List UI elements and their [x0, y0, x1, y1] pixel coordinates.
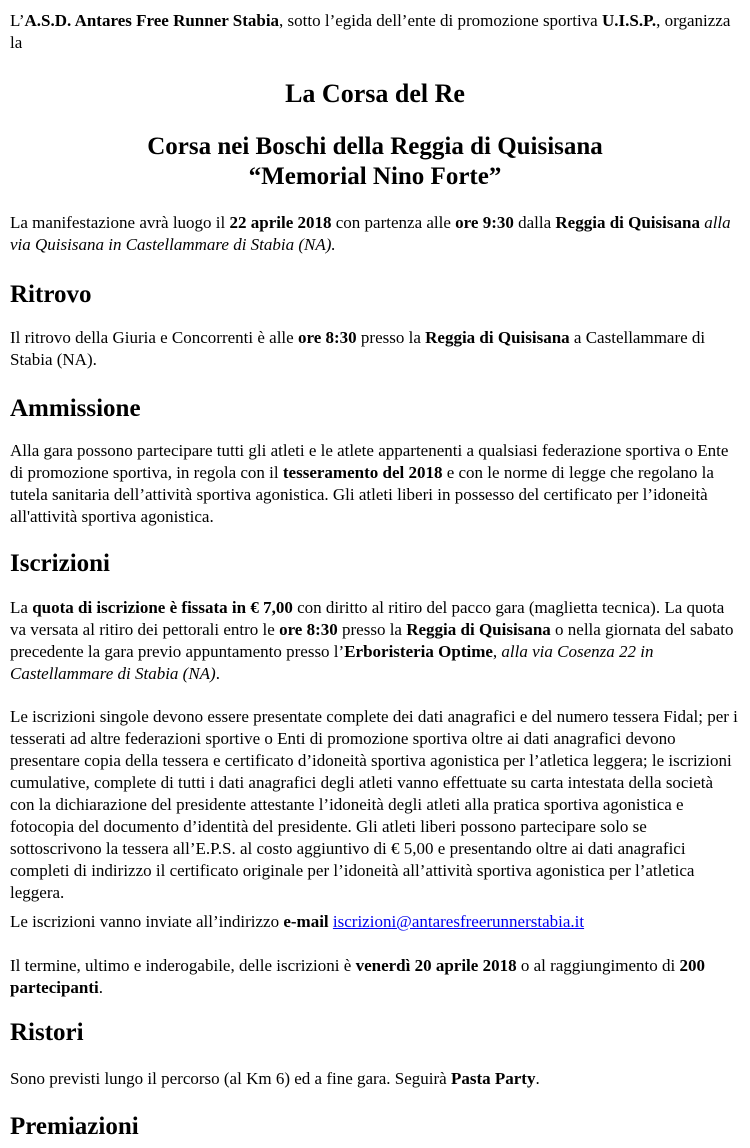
deadline-date: venerdì 20 aprile 2018 [355, 956, 517, 975]
organizer-name: A.S.D. Antares Free Runner Stabia [24, 11, 280, 30]
intro-text: , organizza la [10, 11, 731, 52]
section-heading-ristori: Ristori [10, 1019, 84, 1046]
quota-amount: quota di iscrizione è fissata in € 7,00 [32, 598, 293, 617]
main-title: La Corsa del Re [285, 79, 465, 108]
email-paragraph [10, 911, 740, 933]
iscrizioni-rules-paragraph: Le iscrizioni singole devono essere presentate complete dei dati anagrafici e del numero tessera Fidal; per i tesserati ad altre federazioni sportive o Enti di promozione sportiva oltre ai dati anagrafici devono presentare copia della tessera e certificato d’idoneità sportiva agonistica per l’atletica leggera; le iscrizioni cumulative, complete di tutti i dati anagrafici degli atleti vanno effettuate su carta intestata della società con la dichiarazione del presidente attestante l’idoneità degli atleti alla pratica sportiva agonistica e fotocopia del documento d’identità del presidente. Gli atleti liberi possono partecipare solo se sottoscrivono la tessera all’E.P.S. al costo aggiuntivo di € 5,00 e presentando oltre ai dati anagrafici completi di indirizzo il certificato originale per l’idoneità all’attività sportiva agonistica per l’atletica leggera. [10, 707, 738, 902]
deadline-text: o al raggiungimento di [516, 956, 680, 975]
event-text: dalla [513, 213, 556, 232]
pettorali-time: ore 8:30 [279, 620, 338, 639]
ritrovo-paragraph [10, 327, 740, 371]
email-link[interactable]: iscrizioni@antaresfreerunnerstabia.it [332, 912, 585, 931]
intro-paragraph [10, 10, 740, 54]
intro-text: , sotto l’egida dell’ente di promozione sportiva [279, 11, 602, 30]
ritrovo-place: Reggia di Quisisana [425, 328, 570, 347]
quota-text: o nella giornata del sabato precedente la gara previo appuntamento presso l’ [10, 620, 734, 661]
deadline-paragraph [10, 955, 740, 999]
event-date: 22 aprile 2018 [229, 213, 332, 232]
shop-address: alla via Cosenza 22 in Castellammare di Stabia (NA) [10, 642, 654, 683]
uisp-name: U.I.S.P. [601, 11, 657, 30]
event-address: alla via Quisisana in Castellammare di Stabia (NA). [10, 213, 731, 254]
ammissione-text: e con le norme di legge che regolano la tutela sanitaria dell’attività sportiva agonistica. Gli atleti liberi in possesso del certificato per l’idoneità all'attività sportiva agonistica. [10, 463, 714, 526]
subtitle: Corsa nei Boschi della Reggia di Quisisana [147, 133, 603, 160]
event-text: con partenza alle [331, 213, 456, 232]
pasta-party: Pasta Party [450, 1069, 536, 1088]
quota-text: La [10, 598, 33, 617]
section-heading-ritrovo: Ritrovo [10, 281, 92, 308]
quota-text: , [492, 642, 502, 661]
section-heading-iscrizioni: Iscrizioni [10, 550, 110, 577]
event-place: Reggia di Quisisana [555, 213, 700, 232]
quota-text: . [215, 664, 220, 683]
ammissione-text: Alla gara possono partecipare tutti gli atleti e le atlete appartenenti a qualsiasi federazione sportiva o Ente di promozione sportiva, in regola con il [10, 441, 729, 482]
shop-name: Erboristeria Optime [344, 642, 493, 661]
event-time: ore 9:30 [455, 213, 514, 232]
email-label: e-mail [283, 912, 329, 931]
ritrovo-text: a Castellammare di Stabia (NA). [10, 328, 706, 369]
memorial-title: “Memorial Nino Forte” [248, 163, 502, 190]
ristori-text: Sono previsti lungo il percorso (al Km 6) ed a fine gara. Seguirà [10, 1069, 451, 1088]
section-heading-ammissione: Ammissione [10, 395, 141, 422]
ammissione-paragraph [10, 440, 740, 528]
ritrovo-text: presso la [356, 328, 426, 347]
ritrovo-text: Il ritrovo della Giuria e Concorrenti è alle [10, 328, 298, 347]
tesseramento-year: tesseramento del 2018 [282, 463, 443, 482]
email-text: Le iscrizioni vanno inviate all’indirizzo [10, 912, 284, 931]
quota-text: presso la [337, 620, 407, 639]
intro-text: L’ [10, 11, 25, 30]
event-paragraph [10, 212, 740, 256]
deadline-text: . [98, 978, 104, 997]
ristori-text: . [535, 1069, 540, 1088]
deadline-text: Il termine, ultimo e inderogabile, delle iscrizioni è [10, 956, 356, 975]
ristori-paragraph [10, 1068, 740, 1090]
quota-paragraph [10, 597, 740, 685]
pettorali-place: Reggia di Quisisana [406, 620, 551, 639]
ritrovo-time: ore 8:30 [297, 328, 357, 347]
quota-text: con diritto al ritiro del pacco gara (maglietta tecnica). La quota va versata al ritiro dei pettorali entro le [10, 598, 725, 639]
event-text: La manifestazione avrà luogo il [10, 213, 230, 232]
participants-limit: 200 partecipanti [10, 956, 705, 997]
section-heading-premiazioni: Premiazioni [10, 1113, 139, 1140]
